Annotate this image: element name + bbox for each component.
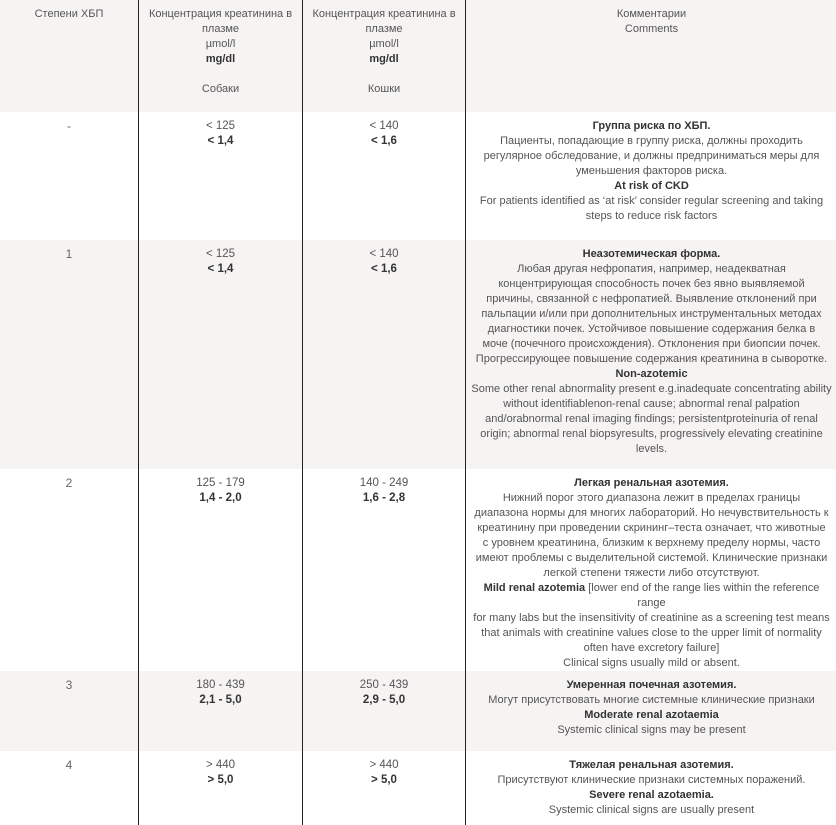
cat-creatinine-cell: > 440 > 5,0 (302, 751, 465, 825)
comment-cell: Легкая ренальная азотемия. Нижний порог этого диапазона лежит в пределах границы диапазона нормы для многих лабораторий. Но нечувствительность к креатинину при проведении скрининг–теста означает, что животные с уровнем креатинина, близким к верхнему пределу нормы, часто имеют проблемы с выделительной системой. Клинические признаки легкой степени тяжести либо отсутствуют. Mild renal azotemia [lower end of the range lies within the reference range for many labs but the insensitivity of creatinine as a screening test means that animals with creatinine values close to the upper limit of normality often have excretory failure] Clinical signs usually mild or absent. (465, 469, 836, 671)
table-row (0, 112, 836, 240)
comment-cell: Тяжелая ренальная азотемия. Присутствуют клинические признаки системных поражений. Severe renal azotaemia. Systemic clinical signs are usually present (465, 751, 836, 825)
header-comments: Комментарии Comments (465, 0, 836, 112)
comment-cell: Неазотемическая форма. Любая другая нефропатия, например, неадекватная концентрирующая способность почек без явно выявляемой причины, связанной с нефропатией. Выявление отклонений при пальпации и/или при дополнительных инструментальных методах диагностики почек. Устойчивое повышение содержания белка в моче (почечного происхождения). Отклонения при биопсии почек. Прогрессирующее повышение содержания креатинина в сыворотке. Non-azotemic Some other renal abnormality present e.g.inadequate concentrating ability without identifiablenon-renal cause; abnormal renal palpation and/orabnormal renal imaging findings; persistentproteinuria of renal origin; abnormal renal biopsyresults, progressively elevating creatinine levels. (465, 240, 836, 469)
stage-cell: 4 (65, 758, 73, 772)
cat-creatinine-cell: 140 - 249 1,6 - 2,8 (302, 469, 465, 671)
table-row (0, 240, 836, 469)
table-row (0, 751, 836, 825)
dog-creatinine-cell: > 440 > 5,0 (138, 751, 302, 825)
header-row (0, 0, 836, 112)
stage-cell: 2 (65, 476, 73, 490)
dog-creatinine-cell: < 125 < 1,4 (138, 240, 302, 469)
cat-creatinine-cell: 250 - 439 2,9 - 5,0 (302, 671, 465, 751)
header-stage: Степени ХБП (34, 8, 104, 20)
header-dog-creatinine: Концентрация креатинина в плазме µmol/l mg/dl Собаки (138, 0, 302, 112)
comment-cell: Умеренная почечная азотемия. Могут присутствовать многие системные клинические признаки Moderate renal azotaemia Systemic clinical signs may be present (465, 671, 836, 751)
dog-creatinine-cell: 180 - 439 2,1 - 5,0 (138, 671, 302, 751)
dog-creatinine-cell: < 125 < 1,4 (138, 112, 302, 240)
table-row (0, 469, 836, 671)
comment-cell: Группа риска по ХБП. Пациенты, попадающие в группу риска, должны проходить регулярное обследование, и должны предприниматься меры для уменьшения факторов риска. At risk of CKD For patients identified as ‘at risk’ consider regular screening and taking steps to reduce risk factors (465, 112, 836, 240)
cat-creatinine-cell: < 140 < 1,6 (302, 112, 465, 240)
stage-cell: 3 (65, 678, 73, 692)
header-cat-creatinine: Концентрация креатинина в плазме µmol/l mg/dl Кошки (302, 0, 465, 112)
stage-cell: - (67, 119, 71, 133)
mild-azotemia-label: Mild renal azotemia (483, 582, 586, 594)
table-row (0, 671, 836, 751)
cat-creatinine-cell: < 140 < 1,6 (302, 240, 465, 469)
dog-creatinine-cell: 125 - 179 1,4 - 2,0 (138, 469, 302, 671)
stage-cell: 1 (65, 247, 73, 261)
